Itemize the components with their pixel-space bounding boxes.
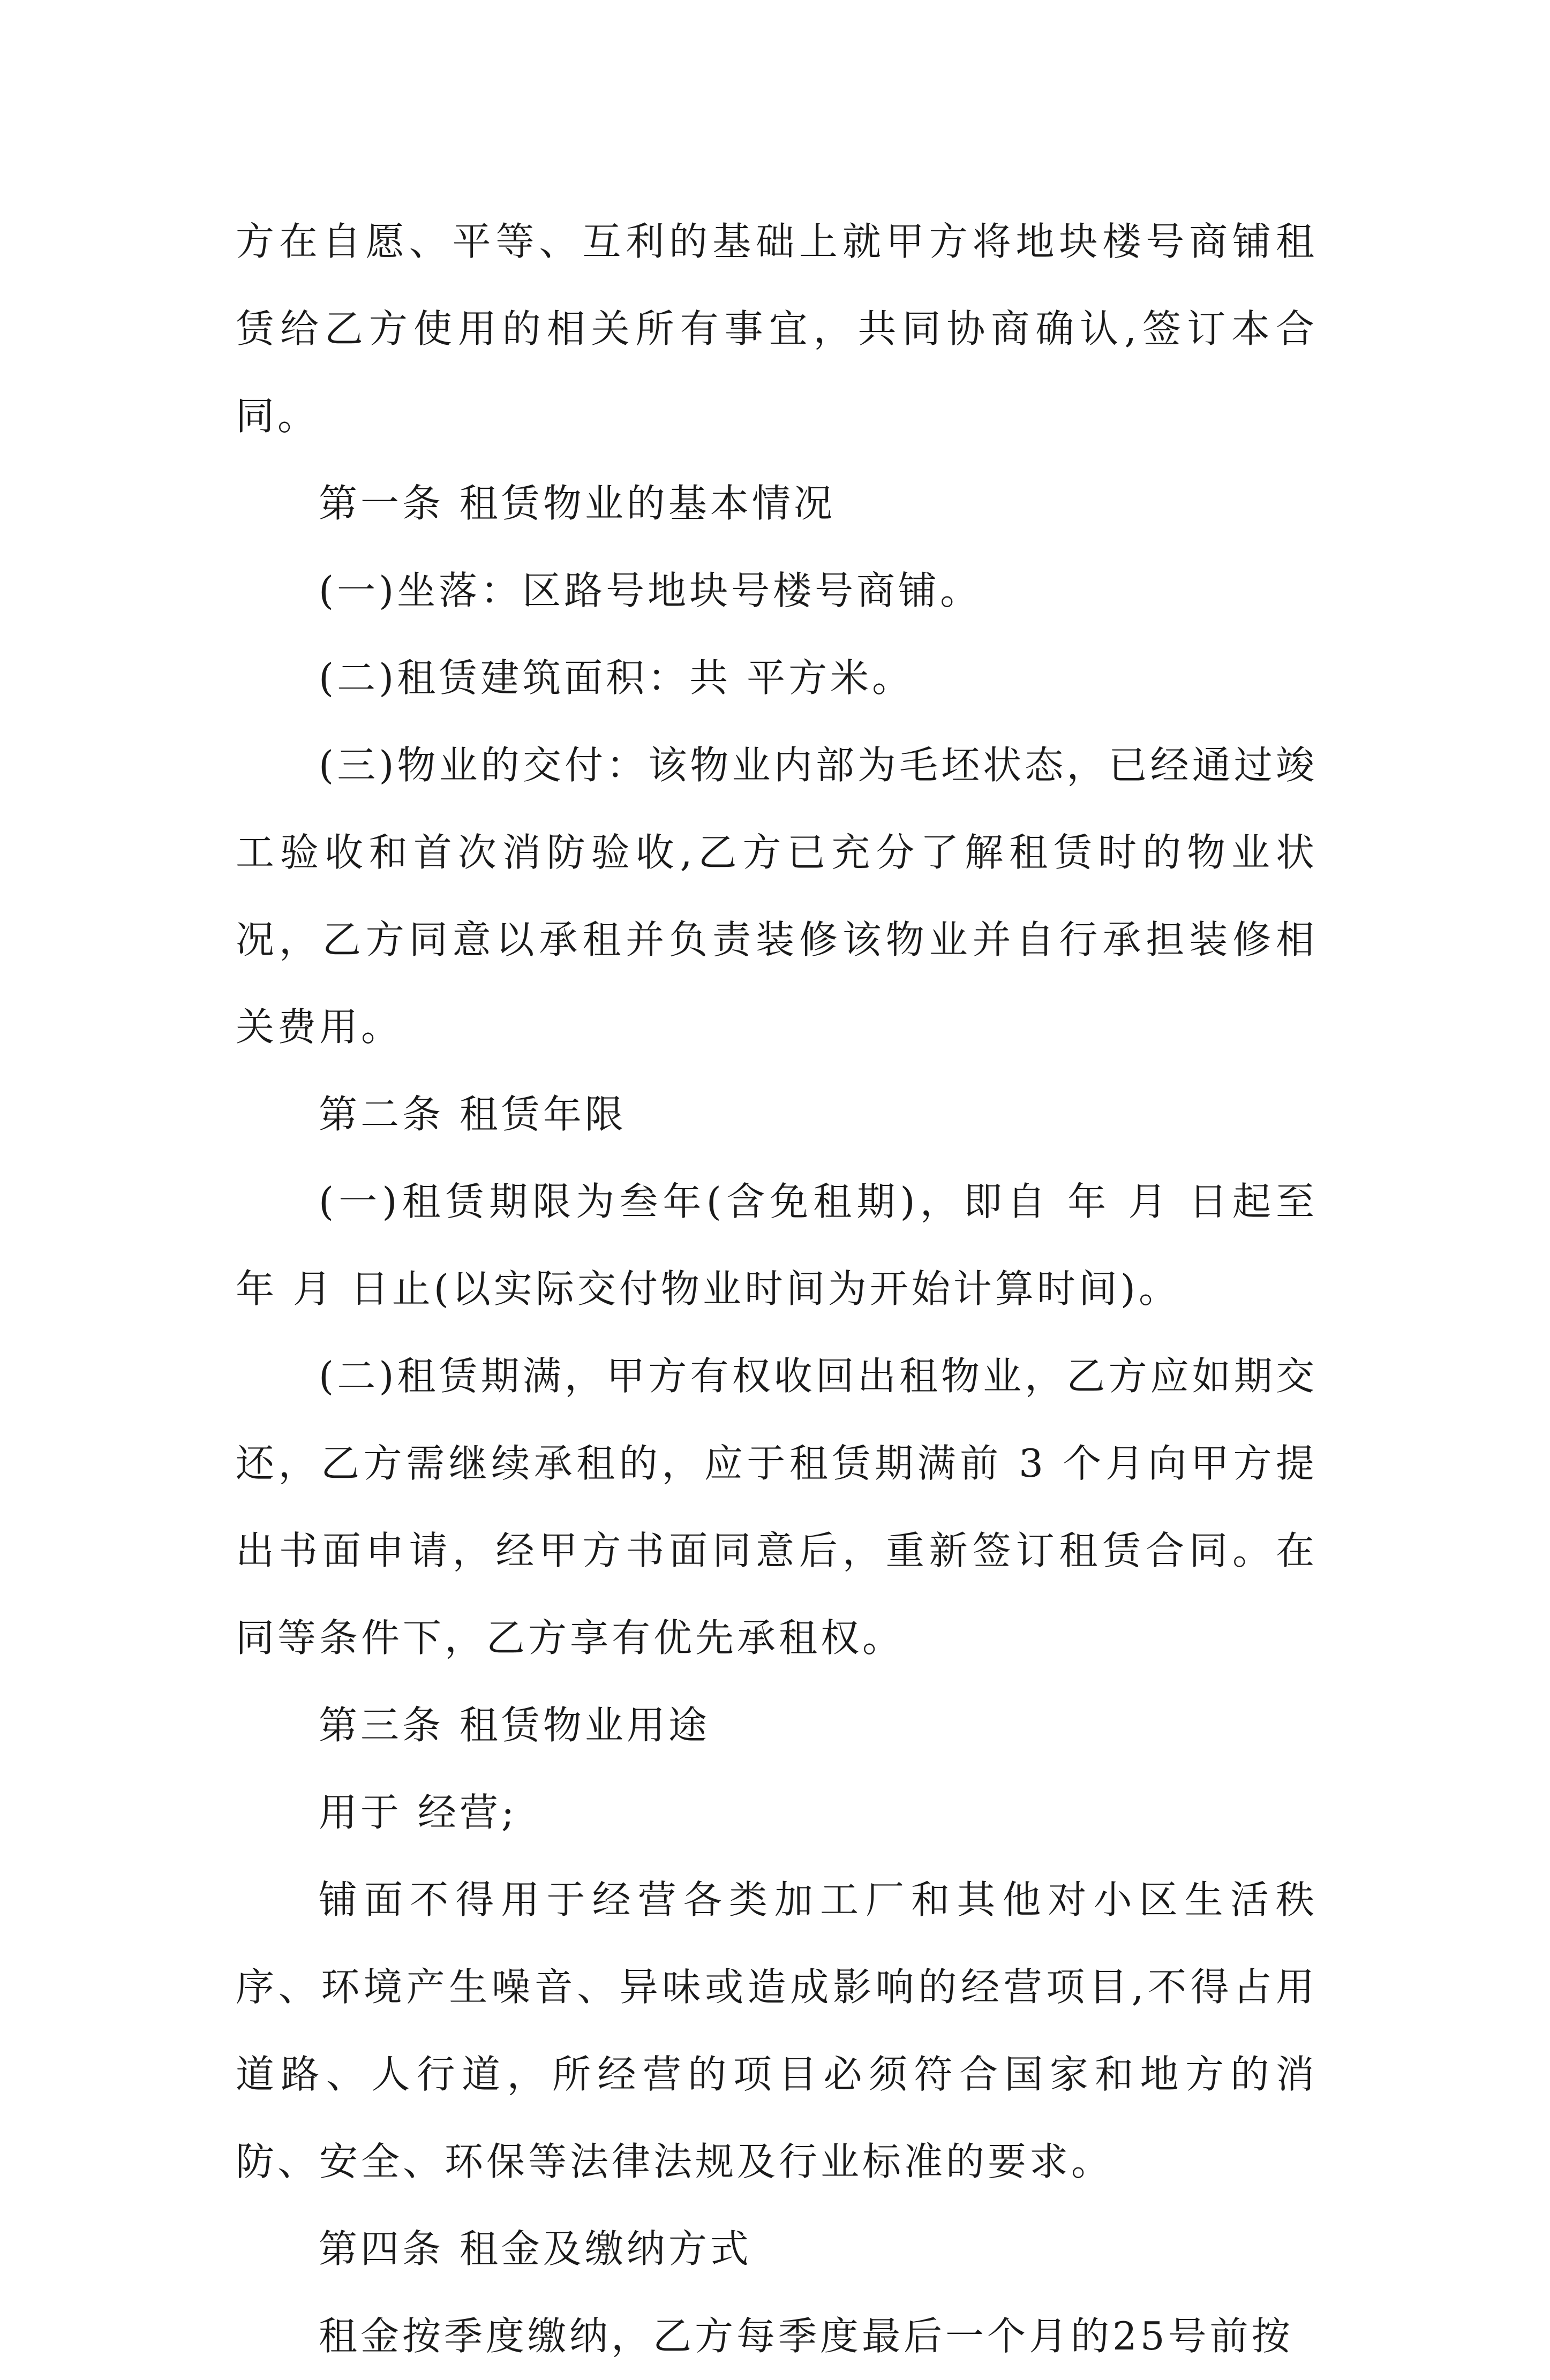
paragraph-intro: 方在自愿、平等、互利的基础上就甲方将地块楼号商铺租赁给乙方使用的相关所有事宜，共同协商确认,签订本合同。	[236, 219, 1318, 439]
heading-article-4: 第四条 租金及缴纳方式	[319, 2226, 752, 2271]
paragraph-rent-payment: 租金按季度缴纳，乙方每季度最后一个月的25号前按	[319, 2314, 1293, 2359]
paragraph-use: 用于 经营;	[319, 1790, 518, 1835]
heading-article-2: 第二条 租赁年限	[319, 1092, 627, 1137]
heading-article-3: 第三条 租赁物业用途	[319, 1703, 710, 1748]
paragraph-location: (一)坐落：区路号地块号楼号商铺。	[319, 568, 982, 613]
heading-article-1: 第一条 租赁物业的基本情况	[319, 481, 836, 526]
paragraph-area: (二)租赁建筑面积：共 平方米。	[319, 655, 914, 700]
paragraph-lease-term: (一)租赁期限为叁年(含免租期)，即自 年 月 日起至 年 月 日止(以实际交付物业时间为开始计算时间)。	[236, 1179, 1318, 1311]
paragraph-lease-expiry: (二)租赁期满，甲方有权收回出租物业，乙方应如期交还，乙方需继续承租的，应于租赁期满前 3 个月向甲方提出书面申请，经甲方书面同意后，重新签订租赁合同。在同等条件下，乙方享有优先承租权。	[236, 1354, 1318, 1660]
contract-body	[236, 198, 1318, 2380]
paragraph-delivery: (三)物业的交付：该物业内部为毛坯状态，已经通过竣工验收和首次消防验收,乙方已充分了解租赁时的物业状况，乙方同意以承租并负责装修该物业并自行承担装修相关费用。	[236, 743, 1318, 1049]
paragraph-restrictions: 铺面不得用于经营各类加工厂和其他对小区生活秩序、环境产生噪音、异味或造成影响的经营项目,不得占用道路、人行道，所经营的项目必须符合国家和地方的消防、安全、环保等法律法规及行业标准的要求。	[236, 1877, 1318, 2184]
